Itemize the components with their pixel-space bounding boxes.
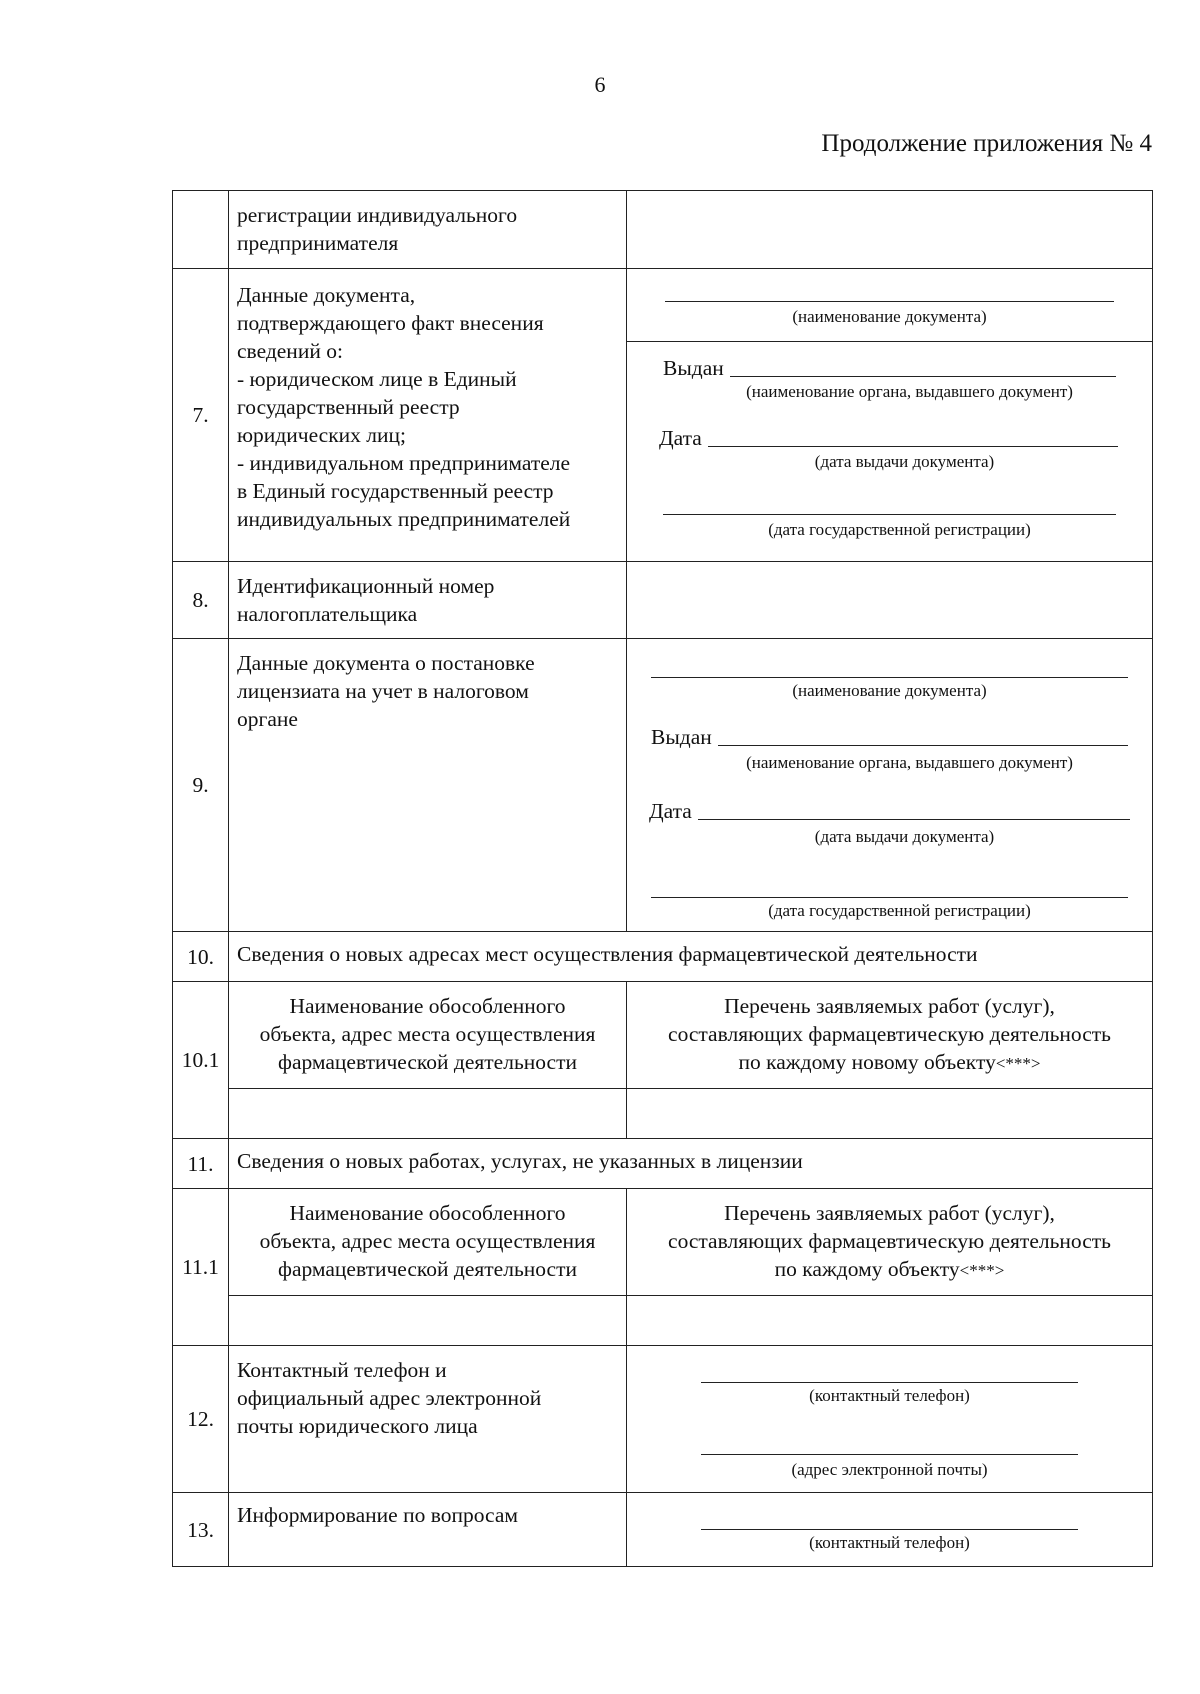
header-line-text: по каждому объекту — [774, 1257, 960, 1281]
row-description-cell — [229, 269, 627, 562]
form-table — [172, 190, 1153, 1567]
header-line: фармацевтической деятельности — [278, 1050, 577, 1074]
section-heading-cell — [229, 1139, 1153, 1189]
column-header-right — [627, 982, 1153, 1089]
desc-line: в Единый государственный реестр — [237, 479, 554, 503]
desc-line: Данные документа, — [237, 283, 416, 307]
row-description — [229, 1346, 626, 1440]
row-12-fields — [627, 1346, 1153, 1493]
row-number: 11.1 — [173, 1189, 229, 1346]
tax-registration-block — [627, 639, 1152, 931]
issued-row — [651, 723, 1128, 751]
desc-line: лицензиата на учет в налоговом — [237, 679, 529, 703]
row-7-fields — [627, 269, 1153, 562]
services-list-field[interactable] — [627, 1296, 1153, 1346]
row-description-cell — [229, 1346, 627, 1493]
form-row-10-1-entry — [173, 1089, 1153, 1139]
section-heading: Сведения о новых адресах мест осуществления фармацевтической деятельности — [237, 942, 978, 966]
registration-date-field[interactable] — [663, 514, 1116, 515]
row-number: 7. — [173, 269, 229, 562]
issued-label: Выдан — [663, 356, 724, 380]
desc-line: почты юридического лица — [237, 1414, 478, 1438]
desc-line: подтверждающего факт внесения — [237, 311, 544, 335]
header-line: фармацевтической деятельности — [278, 1257, 577, 1281]
row-number: 12. — [173, 1346, 229, 1493]
info-contact-block — [627, 1493, 1152, 1566]
row-description: регистрации индивидуального предпринимателя — [237, 203, 518, 255]
row-description — [229, 269, 626, 533]
issued-label: Выдан — [651, 725, 712, 749]
desc-line: сведений о: — [237, 339, 343, 363]
footnote-marker: <***> — [959, 1261, 1005, 1280]
row-13-fields — [627, 1493, 1153, 1567]
header-line-text: по каждому новому объекту — [738, 1050, 996, 1074]
document-name-caption: (наименование документа) — [792, 307, 987, 326]
header-line: Наименование обособленного — [289, 1201, 566, 1225]
issued-caption: (наименование органа, выдавшего документ) — [746, 753, 1073, 772]
header-line — [633, 1048, 1146, 1078]
desc-line: Идентификационный номер — [237, 574, 495, 598]
date-caption: (дата выдачи документа) — [814, 827, 995, 846]
document-name-block — [627, 269, 1152, 341]
form-row-9 — [173, 639, 1153, 932]
row-number-cell — [173, 191, 229, 269]
column-header-left — [229, 982, 627, 1089]
registration-date-field[interactable] — [651, 897, 1128, 898]
phone-field[interactable] — [701, 1382, 1078, 1383]
row-number: 11. — [173, 1139, 229, 1189]
desc-line: налогоплательщика — [237, 602, 418, 626]
inn-value-field[interactable] — [627, 562, 1153, 639]
desc-line: - юридическом лице в Единый — [237, 367, 517, 391]
section-heading-cell — [229, 932, 1153, 982]
phone-field[interactable] — [701, 1529, 1078, 1530]
footnote-marker: <***> — [995, 1054, 1041, 1073]
row-number: 9. — [173, 639, 229, 932]
date-row — [649, 797, 1130, 825]
header-line: составляющих фармацевтическую деятельность — [668, 1022, 1111, 1046]
header-line: составляющих фармацевтическую деятельность — [668, 1229, 1111, 1253]
desc-line: - индивидуальном предпринимателе — [237, 451, 571, 475]
row-number: 10.1 — [173, 982, 229, 1139]
column-header-text — [229, 1189, 626, 1293]
issuer-date-block — [627, 341, 1152, 561]
row-number: 8. — [173, 562, 229, 639]
row-description-cell — [229, 191, 627, 269]
registration-date-caption: (дата государственной регистрации) — [768, 901, 1031, 920]
form-row-11-1-header — [173, 1189, 1153, 1296]
desc-line: Данные документа о постановке — [237, 651, 535, 675]
registration-date-caption: (дата государственной регистрации) — [768, 520, 1031, 539]
row-number: 10. — [173, 932, 229, 982]
date-caption: (дата выдачи документа) — [814, 452, 995, 471]
row-description-cell — [229, 639, 627, 932]
form-row-13 — [173, 1493, 1153, 1567]
phone-caption: (контактный телефон) — [809, 1533, 970, 1552]
date-label: Дата — [649, 799, 692, 823]
document-name-field[interactable] — [665, 301, 1114, 302]
form-row-11-1-entry — [173, 1296, 1153, 1346]
services-list-field[interactable] — [627, 1089, 1153, 1139]
desc-line: индивидуальных предпринимателей — [237, 507, 571, 531]
row-description: Информирование по вопросам — [237, 1503, 518, 1527]
header-line: Перечень заявляемых работ (услуг), — [724, 994, 1055, 1018]
row-description-cell — [229, 1493, 627, 1567]
form-row-8 — [173, 562, 1153, 639]
row-value-field[interactable] — [627, 191, 1153, 269]
form-row-12 — [173, 1346, 1153, 1493]
date-label: Дата — [659, 426, 702, 450]
contact-block — [627, 1346, 1152, 1492]
phone-caption: (контактный телефон) — [809, 1386, 970, 1405]
desc-line: органе — [237, 707, 298, 731]
date-row — [659, 424, 1118, 452]
column-header-text — [627, 1189, 1152, 1295]
header-line: Наименование обособленного — [289, 994, 566, 1018]
form-row-10 — [173, 932, 1153, 982]
column-header-right — [627, 1189, 1153, 1296]
issued-row — [663, 354, 1116, 382]
row-description — [229, 562, 626, 628]
page-number: 6 — [594, 72, 606, 97]
form-row-11 — [173, 1139, 1153, 1189]
section-heading: Сведения о новых работах, услугах, не указанных в лицензии — [237, 1149, 803, 1173]
header-line: Перечень заявляемых работ (услуг), — [724, 1201, 1055, 1225]
row-description — [229, 639, 626, 733]
header-line: объекта, адрес места осуществления — [259, 1229, 596, 1253]
row-description-cell — [229, 562, 627, 639]
date-field[interactable] — [708, 446, 1118, 447]
desc-line: официальный адрес электронной — [237, 1386, 542, 1410]
form-row-6-continued — [173, 191, 1153, 269]
document-name-caption: (наименование документа) — [792, 681, 987, 700]
desc-line: государственный реестр — [237, 395, 460, 419]
header-line — [633, 1255, 1146, 1285]
email-field[interactable] — [701, 1454, 1078, 1455]
column-header-text — [627, 982, 1152, 1088]
object-address-field[interactable] — [229, 1296, 627, 1346]
appendix-title: Продолжение приложения № 4 — [821, 130, 1152, 157]
form-row-7 — [173, 269, 1153, 562]
date-field[interactable] — [698, 819, 1130, 820]
row-9-fields — [627, 639, 1153, 932]
desc-line: Контактный телефон и — [237, 1358, 447, 1382]
object-address-field[interactable] — [229, 1089, 627, 1139]
form-row-10-1-header — [173, 982, 1153, 1089]
document-name-field[interactable] — [651, 677, 1128, 678]
column-header-left — [229, 1189, 627, 1296]
issued-field[interactable] — [718, 745, 1128, 746]
desc-line: юридических лиц; — [237, 423, 406, 447]
issued-caption: (наименование органа, выдавшего документ) — [746, 382, 1073, 401]
issued-field[interactable] — [730, 376, 1116, 377]
email-caption: (адрес электронной почты) — [791, 1460, 988, 1479]
row-number: 13. — [173, 1493, 229, 1567]
header-line: объекта, адрес места осуществления — [259, 1022, 596, 1046]
column-header-text — [229, 982, 626, 1086]
